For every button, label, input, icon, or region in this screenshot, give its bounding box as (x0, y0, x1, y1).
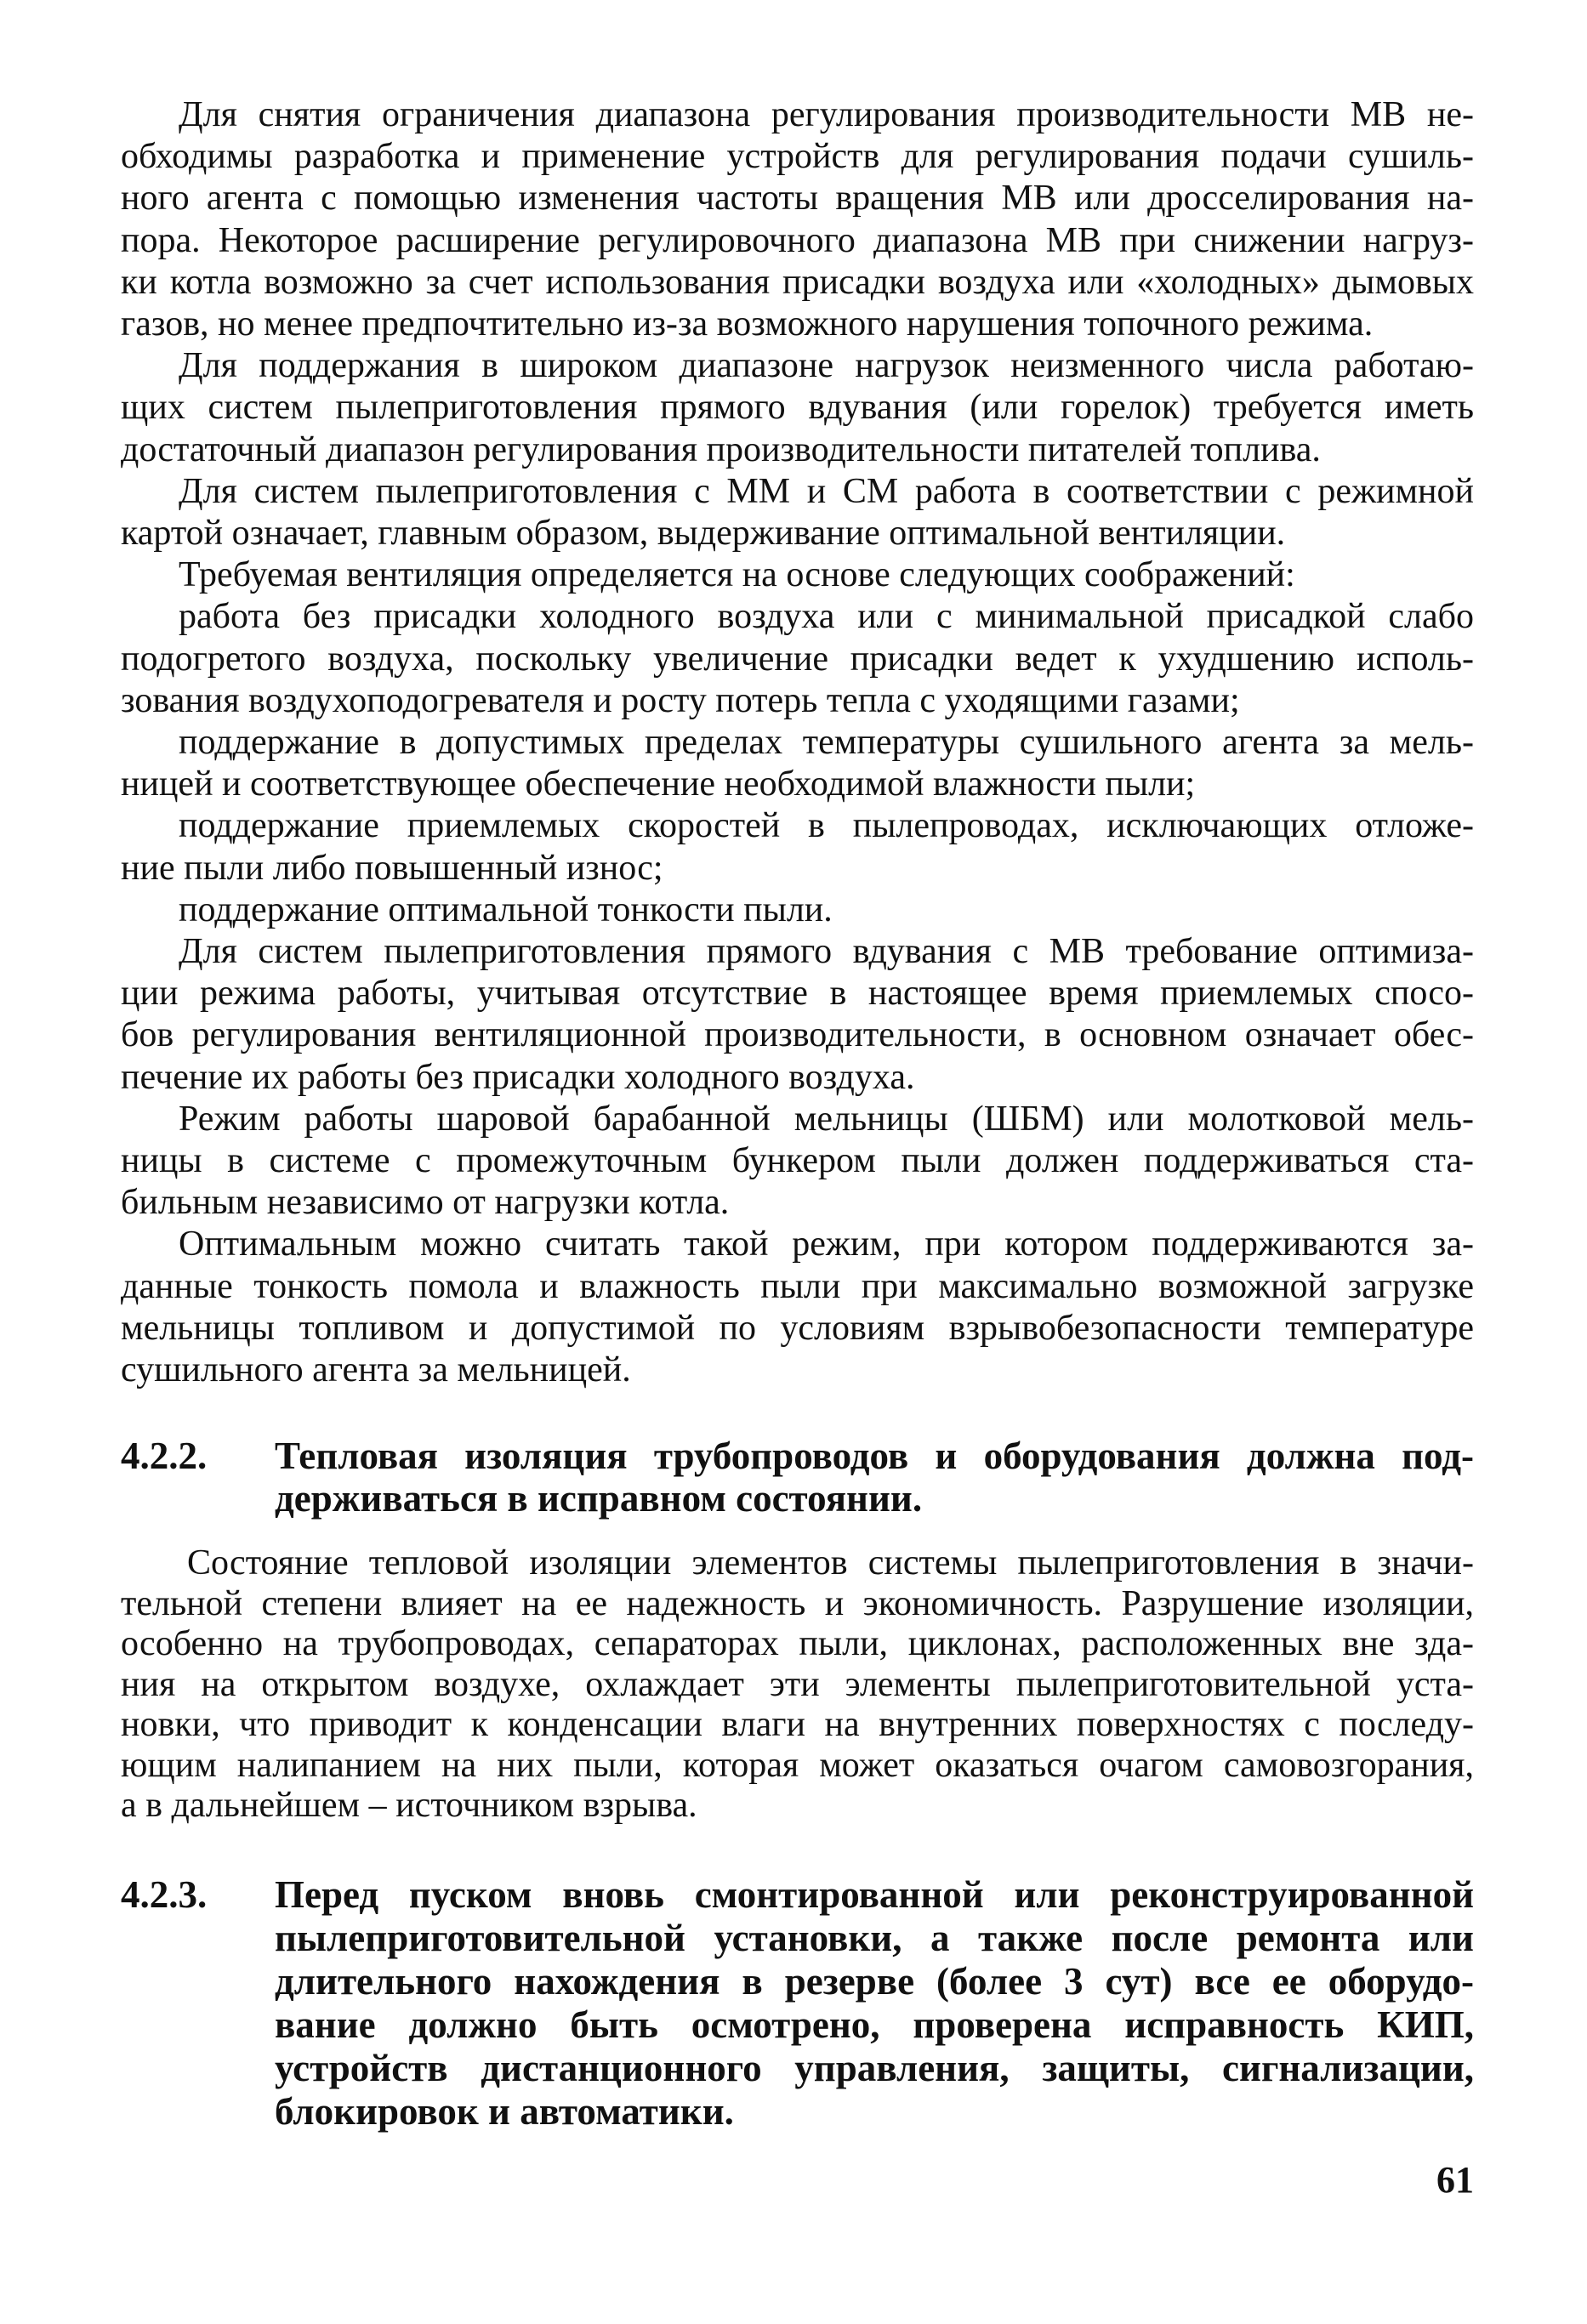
text-line: Состояние тепловой изоляции элементов системы пылеприготовления в значи- (187, 1543, 1474, 1582)
text-line: Режим работы шаровой барабанной мельницы (ШБМ) или молотковой мель- (179, 1099, 1474, 1139)
text-line: печение их работы без присадки холодного воздуха. (121, 1057, 915, 1097)
text-line: поддержание в допустимых пределах температуры сушильного агента за мель- (179, 723, 1474, 762)
page-number: 61 (1436, 2159, 1474, 2201)
text-line: Оптимальным можно считать такой режим, при котором поддерживаются за- (179, 1225, 1474, 1264)
text-line: ки котла возможно за счет использования присадки воздуха или «холодных» дымовых (121, 262, 1474, 302)
text-line: данные тонкость помола и влажность пыли при максимально возможной загрузке (121, 1266, 1474, 1306)
text-line: Требуемая вентиляция определяется на основе следующих соображений: (179, 555, 1295, 595)
text-line: бильным независимо от нагрузки котла. (121, 1183, 730, 1223)
text-line: достаточный диапазон регулирования производительности питателей топлива. (121, 429, 1321, 469)
section-number: 4.2.2. (121, 1435, 208, 1477)
text-line: длительного нахождения в резерве (более 3 сут) все ее оборудо- (275, 1960, 1474, 2003)
text-line: особенно на трубопроводах, сепараторах пыли, циклонах, расположенных вне зда- (121, 1624, 1474, 1663)
text-line: сушильного агента за мельницей. (121, 1350, 631, 1389)
text-line: ющим налипанием на них пыли, которая может оказаться очагом самовозгорания, (121, 1745, 1474, 1785)
text-line: а в дальнейшем – источником взрыва. (121, 1786, 697, 1825)
text-line: Для систем пылеприготовления с ММ и СМ работа в соответствии с режимной (179, 471, 1474, 511)
section-number: 4.2.3. (121, 1873, 208, 1916)
text-line: обходимы разработка и применение устройств для регулирования подачи сушиль- (121, 137, 1474, 177)
text-line: вание должно быть осмотрено, проверена исправность КИП, (275, 2003, 1474, 2046)
text-line: ние пыли либо повышенный износ; (121, 848, 663, 888)
text-line: подогретого воздуха, поскольку увеличение присадки ведет к ухудшению исполь- (121, 639, 1474, 679)
text-line: пора. Некоторое расширение регулировочного диапазона МВ при снижении нагруз- (121, 220, 1474, 260)
text-line: Для систем пылеприготовления прямого вдувания с МВ требование оптимиза- (179, 932, 1474, 971)
text-line: блокировок и автоматики. (275, 2090, 734, 2133)
text-line: держиваться в исправном состоянии. (275, 1477, 923, 1520)
text-line: Для поддержания в широком диапазоне нагрузок неизменного числа работаю- (179, 346, 1474, 386)
text-line: бов регулирования вентиляционной производительности, в основном означает обес- (121, 1015, 1474, 1055)
text-line: поддержание приемлемых скоростей в пылепроводах, исключающих отложе- (179, 806, 1474, 846)
text-line: щих систем пылеприготовления прямого вдувания (или горелок) требуется иметь (121, 388, 1474, 428)
text-line: зования воздухоподогревателя и росту потерь тепла с уходящими газами; (121, 680, 1240, 720)
text-line: ницей и соответствующее обеспечение необходимой влажности пыли; (121, 764, 1196, 804)
text-line: картой означает, главным образом, выдерживание оптимальной вентиляции. (121, 514, 1286, 553)
text-line: тельной степени влияет на ее надежность и экономичность. Разрушение изоляции, (121, 1583, 1474, 1623)
text-line: ния на открытом воздухе, охлаждает эти элементы пылеприготовительной уста- (121, 1664, 1474, 1704)
text-line: Перед пуском вновь смонтированной или реконструированной (275, 1873, 1474, 1916)
text-line: пылеприготовительной установки, а также после ремонта или (275, 1917, 1474, 1959)
text-line: Тепловая изоляция трубопроводов и оборудования должна под- (275, 1435, 1474, 1477)
text-line: работа без присадки холодного воздуха или с минимальной присадкой слабо (179, 597, 1474, 637)
text-line: ции режима работы, учитывая отсутствие в настоящее время приемлемых спосо- (121, 974, 1474, 1014)
text-line: Для снятия ограничения диапазона регулирования производительности МВ не- (179, 95, 1474, 134)
text-line: мельницы топливом и допустимой по условиям взрывобезопасности температуре (121, 1308, 1474, 1348)
text-line: ного агента с помощью изменения частоты вращения МВ или дросселирования на- (121, 179, 1474, 219)
text-line: газов, но менее предпочтительно из-за возможного нарушения топочного режима. (121, 304, 1374, 344)
text-line: устройств дистанционного управления, защиты, сигнализации, (275, 2047, 1474, 2089)
text-line: ницы в системе с промежуточным бункером пыли должен поддерживаться ста- (121, 1141, 1474, 1180)
text-line: новки, что приводит к конденсации влаги на внутренних поверхностях с последу- (121, 1705, 1474, 1744)
text-line: поддержание оптимальной тонкости пыли. (179, 889, 833, 929)
